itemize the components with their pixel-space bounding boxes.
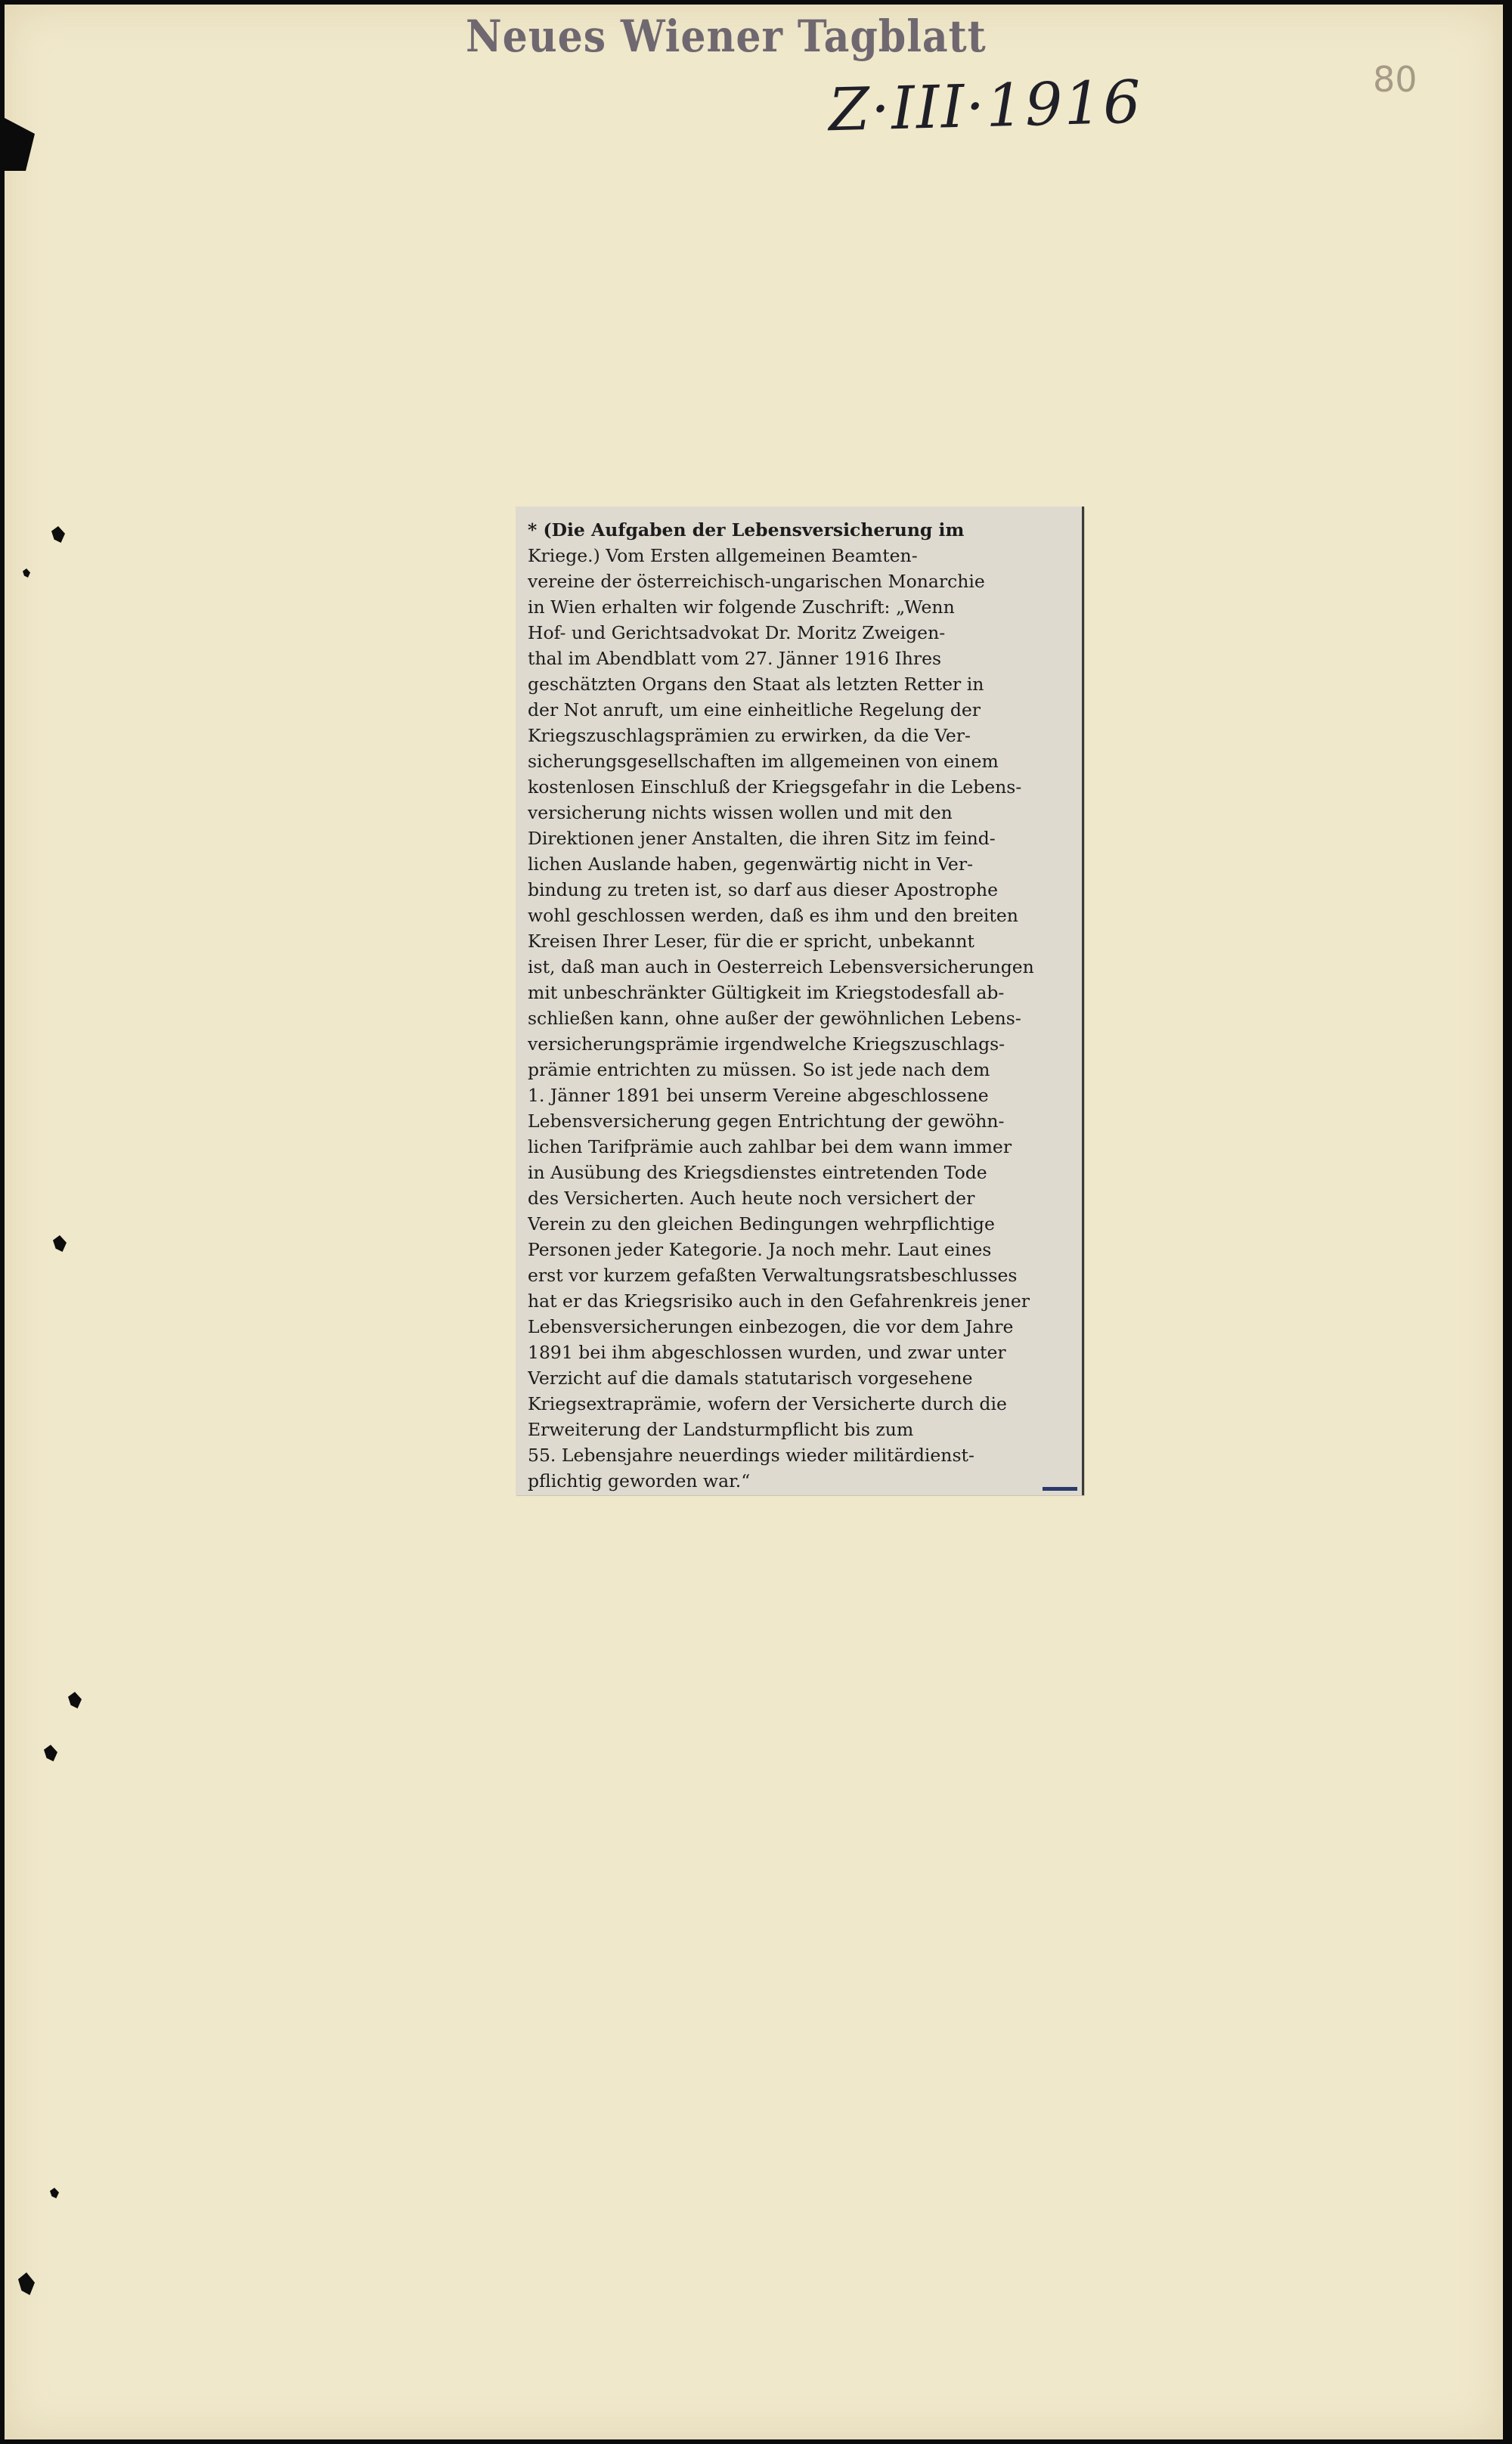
clipping-line: versicherungsprämie irgendwelche Kriegszuschlags- bbox=[528, 1033, 1005, 1055]
clipping-line: vereine der österreichisch-ungarischen Monarchie bbox=[528, 571, 985, 592]
punch-hole-mark bbox=[68, 1692, 82, 1708]
archive-number: 80 bbox=[1373, 59, 1418, 100]
punch-hole-mark bbox=[51, 526, 65, 543]
clipping-line: Erweiterung der Landsturmpflicht bis zum bbox=[528, 1419, 914, 1440]
clipping-line: der Not anruft, um eine einheitliche Regelung der bbox=[528, 699, 981, 720]
torn-edge bbox=[5, 118, 35, 171]
newspaper-stamp: Neues Wiener Tagblatt bbox=[466, 11, 987, 62]
clipping-line: Lebensversicherung gegen Entrichtung der gewöhn- bbox=[528, 1110, 1005, 1132]
punch-hole-mark bbox=[44, 1745, 57, 1761]
clipping-text bbox=[528, 517, 1070, 1494]
clipping-line: * (Die Aufgaben der Lebensversicherung im bbox=[528, 519, 965, 541]
clipping-line: Kreisen Ihrer Leser, für die er spricht, unbekannt bbox=[528, 931, 974, 952]
clipping-line: geschätzten Organs den Staat als letzten Retter in bbox=[528, 674, 984, 695]
clipping-line: mit unbeschränkter Gültigkeit im Kriegstodesfall ab- bbox=[528, 982, 1005, 1003]
clipping-line: versicherung nichts wissen wollen und mit den bbox=[528, 802, 953, 823]
punch-hole-mark bbox=[53, 1235, 67, 1252]
newspaper-clipping bbox=[516, 506, 1084, 1495]
punch-hole-mark bbox=[50, 2188, 59, 2198]
clipping-line: ist, daß man auch in Oesterreich Lebensversicherungen bbox=[528, 956, 1034, 977]
clipping-line: bindung zu treten ist, so darf aus dieser Apostrophe bbox=[528, 879, 999, 900]
punch-hole-mark bbox=[18, 2272, 35, 2295]
clipping-line: Hof- und Gerichtsadvokat Dr. Moritz Zweigen- bbox=[528, 622, 946, 643]
punch-hole-mark bbox=[23, 568, 30, 578]
clipping-line: kostenlosen Einschluß der Kriegsgefahr in die Lebens- bbox=[528, 776, 1022, 798]
clipping-line: 55. Lebensjahre neuerdings wieder militärdienst- bbox=[528, 1445, 974, 1466]
clipping-line: lichen Tarifprämie auch zahlbar bei dem wann immer bbox=[528, 1136, 1012, 1157]
clipping-line: lichen Auslande haben, gegenwärtig nicht in Ver- bbox=[528, 853, 974, 875]
clipping-line: Kriegszuschlagsprämien zu erwirken, da die Ver- bbox=[528, 725, 971, 746]
clipping-line: Lebensversicherungen einbezogen, die vor dem Jahre bbox=[528, 1316, 1014, 1337]
handwritten-date: Z·III·1916 bbox=[827, 68, 1143, 145]
clipping-line: Personen jeder Kategorie. Ja noch mehr. Laut eines bbox=[528, 1239, 992, 1260]
end-mark bbox=[1043, 1487, 1077, 1491]
clipping-line: hat er das Kriegsrisiko auch in den Gefahrenkreis jener bbox=[528, 1290, 1030, 1312]
clipping-line: erst vor kurzem gefaßten Verwaltungsratsbeschlusses bbox=[528, 1265, 1018, 1286]
clipping-line: Direktionen jener Anstalten, die ihren Sitz im feind- bbox=[528, 828, 996, 849]
clipping-line: prämie entrichten zu müssen. So ist jede nach dem bbox=[528, 1059, 990, 1080]
clipping-line: Kriege.) Vom Ersten allgemeinen Beamten- bbox=[528, 545, 918, 566]
clipping-line: des Versicherten. Auch heute noch versichert der bbox=[528, 1188, 975, 1209]
clipping-line: Verzicht auf die damals statutarisch vorgesehene bbox=[528, 1368, 973, 1389]
clipping-line: in Ausübung des Kriegsdienstes eintretenden Tode bbox=[528, 1162, 987, 1183]
clipping-line: in Wien erhalten wir folgende Zuschrift: „Wenn bbox=[528, 596, 955, 618]
clipping-line: 1891 bei ihm abgeschlossen wurden, und zwar unter bbox=[528, 1342, 1006, 1363]
clipping-line: Verein zu den gleichen Bedingungen wehrpflichtige bbox=[528, 1213, 995, 1234]
clipping-line: schließen kann, ohne außer der gewöhnlichen Lebens- bbox=[528, 1008, 1021, 1029]
clipping-line: pflichtig geworden war.“ bbox=[528, 1470, 751, 1491]
clipping-line: wohl geschlossen werden, daß es ihm und den breiten bbox=[528, 905, 1018, 926]
clipping-line: sicherungsgesellschaften im allgemeinen von einem bbox=[528, 751, 999, 772]
clipping-line: 1. Jänner 1891 bei unserm Vereine abgeschlossene bbox=[528, 1085, 989, 1106]
clipping-line: thal im Abendblatt vom 27. Jänner 1916 Ihres bbox=[528, 648, 942, 669]
clipping-line: Kriegsextraprämie, wofern der Versicherte durch die bbox=[528, 1393, 1007, 1414]
archive-sheet bbox=[5, 5, 1503, 2439]
